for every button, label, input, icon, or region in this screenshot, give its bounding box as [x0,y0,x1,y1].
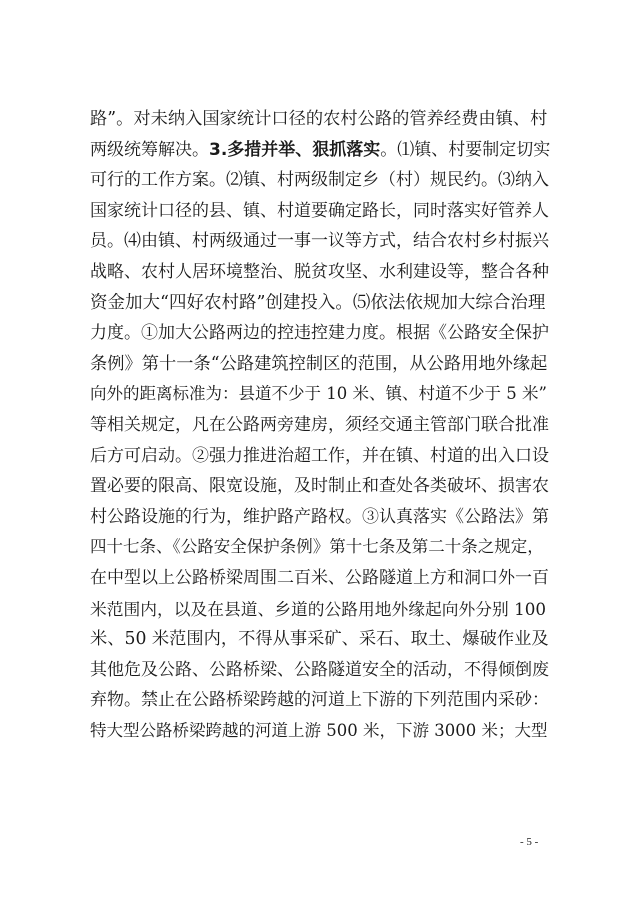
text-segment: 力度。①加大公路两边的控违控建力度。根据《公路安全保护 [90,323,549,344]
text-line [90,318,550,349]
text-line [90,379,550,410]
text-segment: 向外的距离标准为：县道不少于 10 米、镇、村道不少于 5 米” [90,384,547,404]
text-segment: 条例》第十一条“公路建筑控制区的范围，从公路用地外缘起 [90,353,548,374]
text-segment: 战略、农村人居环境整治、脱贫攻坚、水利建设等，整合各种 [90,261,549,282]
text-line [90,288,550,319]
text-segment: 村公路设施的行为，维护路产路权。③认真落实《公路法》第 [90,506,549,527]
text-segment: 其他危及公路、公路桥梁、公路隧道安全的活动，不得倾倒废 [90,659,549,680]
text-segment: 米范围内，以及在县道、乡道的公路用地外缘起向外分别 100 [90,598,547,619]
text-line [90,563,550,594]
text-segment: 可行的工作方案。⑵镇、村两级制定乡（村）规民约。⑶纳入 [90,170,549,191]
text-line [90,135,550,166]
text-segment: 置必要的限高、限宽设施，及时制止和查处各类破坏、损害农 [90,476,549,497]
text-line [90,349,550,380]
text-line [90,441,550,472]
text-line [90,226,550,257]
body-text [90,104,550,746]
text-line [90,471,550,502]
text-segment: 米、50 米范围内，不得从事采矿、采石、取土、爆破作业及 [90,629,549,650]
text-line [90,655,550,686]
text-line [90,624,550,655]
text-line [90,594,550,625]
text-segment: 员。⑷由镇、村两级通过一事一议等方式，结合农村乡村振兴 [90,231,549,252]
text-segment: 资金加大“四好农村路”创建投入。⑸依法依规加大综合治理 [90,292,546,313]
text-line [90,685,550,716]
text-segment: 等相关规定，凡在公路两旁建房，须经交通主管部门联合批准 [90,414,549,435]
text-line [90,532,550,563]
text-segment: 弃物。禁止在公路桥梁跨越的河道上下游的下列范围内采砂： [90,690,549,711]
text-segment: 。⑴镇、村要制定切实 [380,139,551,160]
text-segment: 在中型以上公路桥梁周围二百米、公路隧道上方和洞口外一百 [90,567,549,588]
text-segment: 国家统计口径的县、镇、村道要确定路长，同时落实好管养人 [90,200,549,221]
text-line [90,716,550,747]
text-line [90,502,550,533]
text-segment: 路”。对未纳入国家统计口径的农村公路的管养经费由镇、村 [90,109,548,129]
text-line [90,104,550,135]
text-segment: 两级统筹解决。 [90,139,209,160]
text-segment: 后方可启动。②强力推进治超工作，并在镇、村道的出入口设 [90,445,549,466]
text-segment: 特大型公路桥梁跨越的河道上游 500 米，下游 3000 米；大型 [90,720,548,740]
text-line [90,257,550,288]
text-line [90,165,550,196]
page-number: - 5 - [520,836,539,848]
bold-heading-segment: 3.多措并举、狠抓落实 [209,139,381,160]
text-line [90,196,550,227]
text-segment: 四十七条、《公路安全保护条例》第十七条及第二十条之规定， [90,537,544,557]
text-line [90,410,550,441]
